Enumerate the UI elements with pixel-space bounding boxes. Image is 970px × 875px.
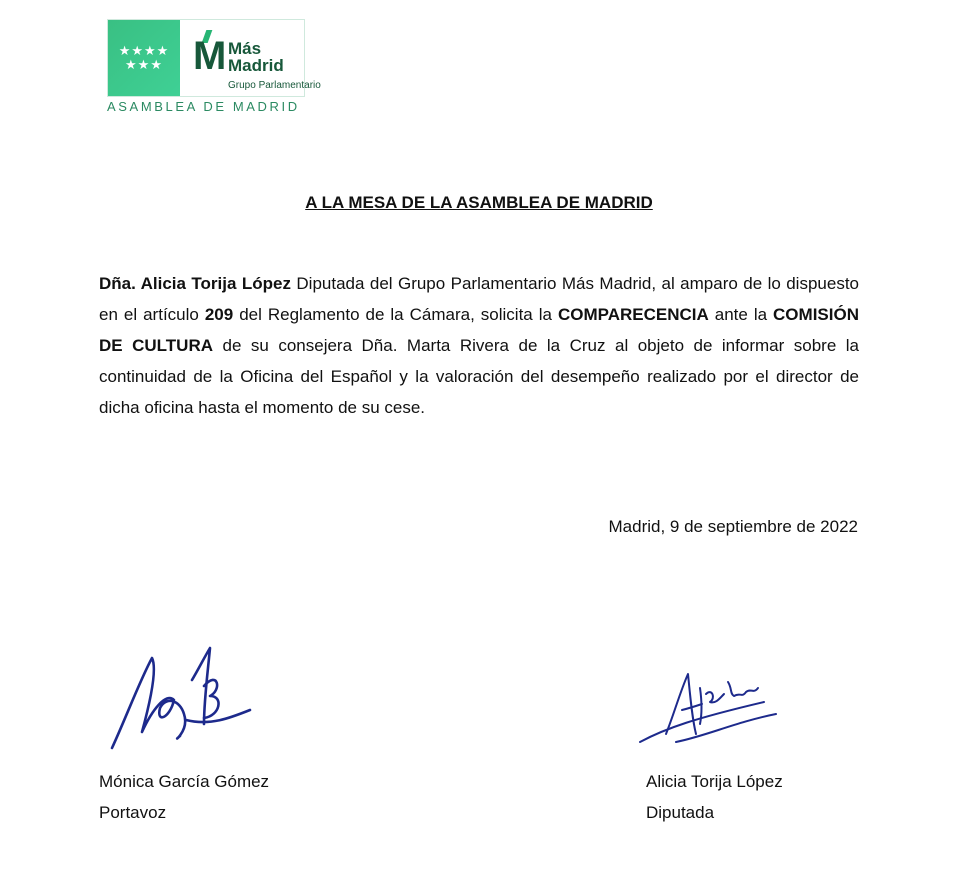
body-text-3: ante la [708, 305, 774, 324]
brand-line-2: Madrid [228, 56, 284, 75]
signatory-1-role: Portavoz [99, 803, 167, 822]
commission-name: COMISIÓN DE CULTURA [99, 305, 859, 355]
signatory-2-role: Diputada [646, 803, 715, 822]
article-number: 209 [204, 305, 234, 324]
brand-subtitle: Grupo Parlamentario [228, 80, 321, 91]
m-logo-icon: M [193, 34, 227, 78]
deputy-name: Dña. Alicia Torija López [99, 274, 291, 293]
brand-line-1: Más [228, 39, 262, 58]
body-text-4: de su consejera Dña. Marta Rivera de la Cruz al objeto de informar sobre la continuidad de la Oficina del Español y la valoración del desempeño realizado por el director de dicha oficina hasta el momento de su cese. [99, 336, 859, 417]
document-date: Madrid, 9 de septiembre de 2022 [608, 517, 858, 536]
community-stars-emblem [108, 20, 180, 96]
request-type: COMPARECENCIA [557, 305, 709, 324]
body-text-2: del Reglamento de la Cámara, solicita la [233, 305, 558, 324]
document-title: A LA MESA DE LA ASAMBLEA DE MADRID [305, 193, 653, 212]
mas-madrid-logo [107, 19, 321, 97]
brand-panel [180, 20, 321, 96]
signatory-2-name: Alicia Torija López [646, 772, 783, 791]
signature-garcia [100, 640, 270, 760]
document-body [99, 268, 859, 423]
institution-name: ASAMBLEA DE MADRID [107, 99, 300, 114]
signatory-1-name: Mónica García Gómez [99, 772, 270, 791]
signature-torija [636, 658, 786, 758]
stars-icon: ★★★★ ★★★ [118, 43, 170, 72]
body-text-1: Diputada del Grupo Parlamentario Más Madrid, al amparo de lo dispuesto en el artículo [99, 274, 859, 324]
